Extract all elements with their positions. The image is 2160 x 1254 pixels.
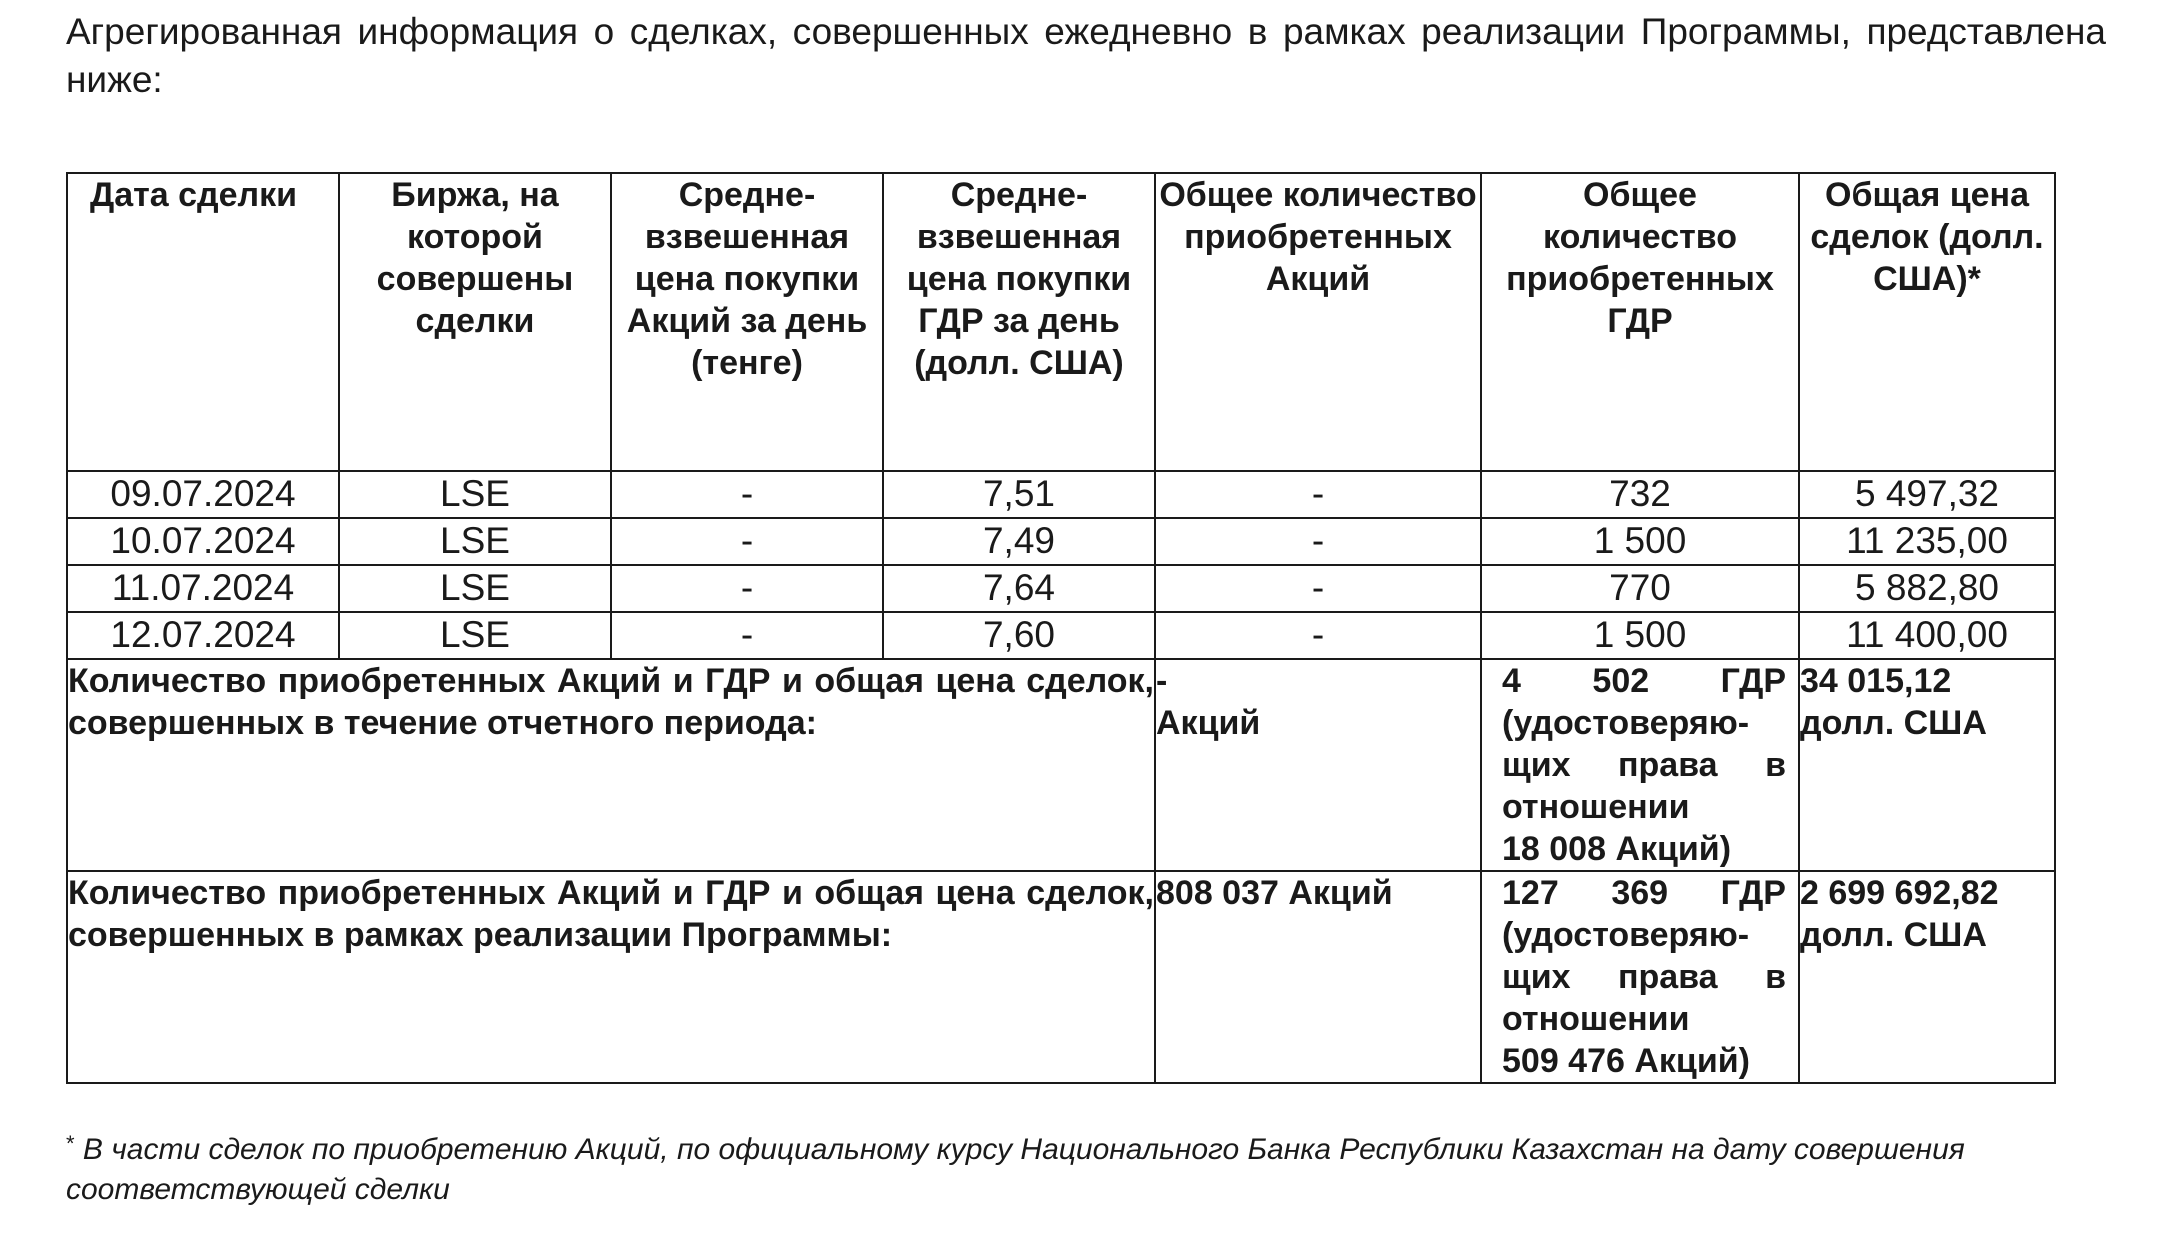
cell-total-shares: - — [1155, 612, 1481, 659]
summary-total-currency: долл. США — [1800, 704, 1987, 742]
summary-label: Количество приобретенных Акций и ГДР и общая цена сделок, совершенных в течение отчетного периода: — [67, 659, 1155, 871]
summary-shares — [1155, 871, 1481, 1083]
cell-avg-share-price: - — [611, 612, 883, 659]
cell-avg-gdr-price: 7,64 — [883, 565, 1155, 612]
summary-label: Количество приобретенных Акций и ГДР и общая цена сделок, совершенных в рамках реализации Программы: — [67, 871, 1155, 1083]
summary-shares — [1155, 659, 1481, 871]
summary-row-program — [67, 871, 2055, 1083]
header-total-gdr: Общее количество приобретенных ГДР — [1481, 173, 1799, 471]
summary-gdr — [1481, 659, 1799, 871]
cell-date: 12.07.2024 — [67, 612, 339, 659]
header-avg-gdr-price: Средне-взвешенная цена покупки ГДР за день (долл. США) — [883, 173, 1155, 471]
intro-paragraph: Агрегированная информация о сделках, совершенных ежедневно в рамках реализации Программы, представлена ниже: — [66, 11, 2106, 100]
cell-total-price: 11 400,00 — [1799, 612, 2055, 659]
summary-shares-unit: Акций — [1156, 704, 1261, 742]
cell-total-price: 5 882,80 — [1799, 565, 2055, 612]
summary-gdr-text: 4 502 ГДР (удостоверяю-щих права в отношении — [1502, 662, 1786, 826]
cell-total-shares: - — [1155, 518, 1481, 565]
cell-date: 10.07.2024 — [67, 518, 339, 565]
summary-gdr — [1481, 871, 1799, 1083]
cell-avg-gdr-price: 7,49 — [883, 518, 1155, 565]
table-row — [67, 612, 2055, 659]
summary-gdr-shares: 18 008 Акций) — [1502, 830, 1732, 868]
cell-total-gdr: 1 500 — [1481, 612, 1799, 659]
summary-total — [1799, 871, 2055, 1083]
summary-gdr-shares: 509 476 Акций) — [1502, 1042, 1750, 1080]
summary-total-value: 34 015,12 — [1800, 662, 1952, 700]
summary-total-currency: долл. США — [1800, 916, 1987, 954]
table-row — [67, 471, 2055, 518]
cell-date: 11.07.2024 — [67, 565, 339, 612]
summary-gdr-text: 127 369 ГДР (удостоверяю-щих права в отношении — [1502, 874, 1786, 1038]
footnote-mark: * — [66, 1131, 75, 1156]
summary-row-reporting-period — [67, 659, 2055, 871]
summary-shares-value: 808 037 Акций — [1156, 874, 1393, 912]
cell-date: 09.07.2024 — [67, 471, 339, 518]
cell-exchange: LSE — [339, 471, 611, 518]
cell-total-gdr: 1 500 — [1481, 518, 1799, 565]
cell-avg-gdr-price: 7,51 — [883, 471, 1155, 518]
cell-total-gdr: 770 — [1481, 565, 1799, 612]
cell-exchange: LSE — [339, 565, 611, 612]
cell-avg-share-price: - — [611, 518, 883, 565]
deals-table — [66, 172, 2056, 1084]
summary-total — [1799, 659, 2055, 871]
header-total-price: Общая цена сделок (долл. США)* — [1799, 173, 2055, 471]
cell-avg-gdr-price: 7,60 — [883, 612, 1155, 659]
cell-total-gdr: 732 — [1481, 471, 1799, 518]
summary-shares-value: - — [1156, 662, 1168, 700]
summary-total-value: 2 699 692,82 — [1800, 874, 1999, 912]
header-avg-share-price: Средне-взвешенная цена покупки Акций за день (тенге) — [611, 173, 883, 471]
cell-total-price: 11 235,00 — [1799, 518, 2055, 565]
table-row — [67, 565, 2055, 612]
footnote — [66, 1124, 2116, 1210]
header-total-shares: Общее количество приобретенных Акций — [1155, 173, 1481, 471]
footnote-text: В части сделок по приобретению Акций, по официальному курсу Национального Банка Республики Казахстан на дату совершения соответствующей сделки — [66, 1133, 1965, 1206]
header-exchange: Биржа, на которой совершены сделки — [339, 173, 611, 471]
cell-total-shares: - — [1155, 471, 1481, 518]
cell-exchange: LSE — [339, 612, 611, 659]
cell-total-price: 5 497,32 — [1799, 471, 2055, 518]
header-deal-date: Дата сделки — [67, 173, 339, 471]
cell-exchange: LSE — [339, 518, 611, 565]
cell-total-shares: - — [1155, 565, 1481, 612]
table-row — [67, 518, 2055, 565]
cell-avg-share-price: - — [611, 471, 883, 518]
cell-avg-share-price: - — [611, 565, 883, 612]
table-header-row — [67, 173, 2055, 471]
